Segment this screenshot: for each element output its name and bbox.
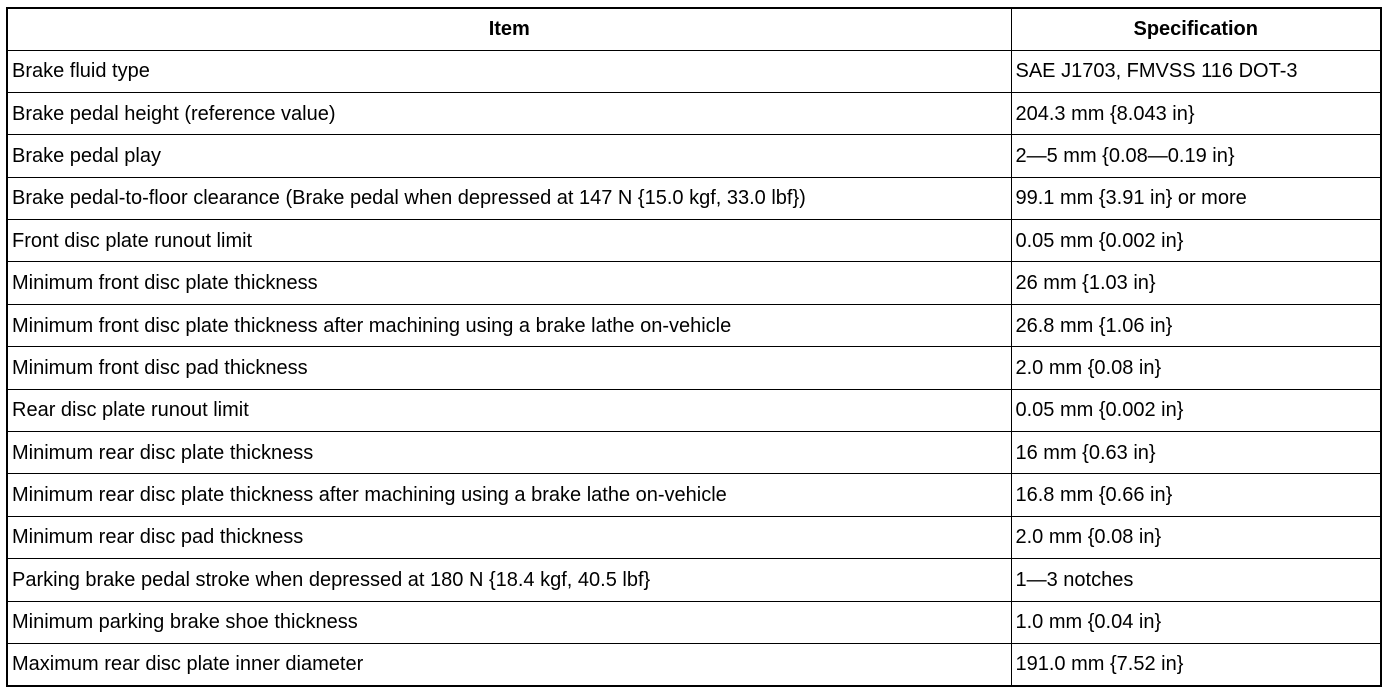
item-cell: Minimum front disc plate thickness after machining using a brake lathe on-vehicle [7,304,1011,346]
specification-cell: 0.05 mm {0.002 in} [1011,220,1381,262]
table-row [7,92,1381,134]
table-row [7,347,1381,389]
specification-cell: SAE J1703, FMVSS 116 DOT-3 [1011,50,1381,92]
specification-cell: 26 mm {1.03 in} [1011,262,1381,304]
item-cell: Parking brake pedal stroke when depressed at 180 N {18.4 kgf, 40.5 lbf} [7,559,1011,601]
specification-cell: 0.05 mm {0.002 in} [1011,389,1381,431]
specification-cell: 191.0 mm {7.52 in} [1011,643,1381,685]
column-header-item: Item [7,8,1011,50]
specification-cell: 1.0 mm {0.04 in} [1011,601,1381,643]
table-row [7,389,1381,431]
table-row [7,601,1381,643]
table-row [7,643,1381,685]
item-cell: Brake pedal height (reference value) [7,92,1011,134]
item-cell: Brake pedal play [7,135,1011,177]
table-row [7,262,1381,304]
specification-cell: 16 mm {0.63 in} [1011,432,1381,474]
specification-cell: 16.8 mm {0.66 in} [1011,474,1381,516]
table-header-row [7,8,1381,50]
specification-cell: 204.3 mm {8.043 in} [1011,92,1381,134]
table-row [7,516,1381,558]
table-row [7,135,1381,177]
item-cell: Minimum rear disc pad thickness [7,516,1011,558]
table-row [7,50,1381,92]
specification-cell: 26.8 mm {1.06 in} [1011,304,1381,346]
specification-cell: 2—5 mm {0.08—0.19 in} [1011,135,1381,177]
specification-cell: 2.0 mm {0.08 in} [1011,347,1381,389]
item-cell: Minimum rear disc plate thickness after machining using a brake lathe on-vehicle [7,474,1011,516]
table-row [7,220,1381,262]
brake-specification-table [6,7,1382,687]
table-row [7,474,1381,516]
item-cell: Minimum parking brake shoe thickness [7,601,1011,643]
item-cell: Minimum rear disc plate thickness [7,432,1011,474]
item-cell: Brake pedal-to-floor clearance (Brake pedal when depressed at 147 N {15.0 kgf, 33.0 lbf}) [7,177,1011,219]
specification-cell: 2.0 mm {0.08 in} [1011,516,1381,558]
item-cell: Front disc plate runout limit [7,220,1011,262]
item-cell: Minimum front disc pad thickness [7,347,1011,389]
specification-cell: 99.1 mm {3.91 in} or more [1011,177,1381,219]
item-cell: Minimum front disc plate thickness [7,262,1011,304]
table-row [7,304,1381,346]
table-row [7,177,1381,219]
item-cell: Maximum rear disc plate inner diameter [7,643,1011,685]
column-header-specification: Specification [1011,8,1381,50]
table-row [7,432,1381,474]
item-cell: Rear disc plate runout limit [7,389,1011,431]
item-cell: Brake fluid type [7,50,1011,92]
specification-cell: 1—3 notches [1011,559,1381,601]
table-row [7,559,1381,601]
